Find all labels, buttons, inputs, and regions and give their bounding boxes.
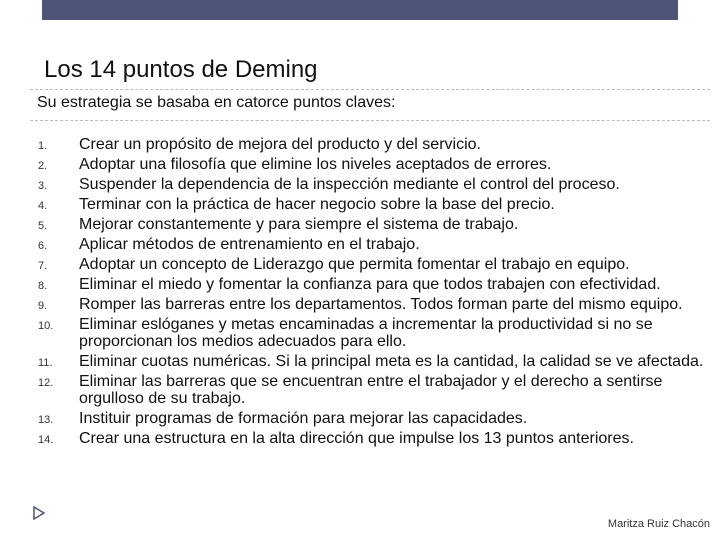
item-text: Instituir programas de formación para mejorar las capacidades. (79, 410, 528, 427)
list-item (0, 236, 720, 253)
item-number: 2. (38, 160, 48, 172)
item-text: Eliminar las barreras que se encuentran entre el trabajador y el derecho a sentirse orgulloso de su trabajo. (79, 373, 663, 407)
item-text: Adoptar un concepto de Liderazgo que permita fomentar el trabajo en equipo. (79, 256, 630, 273)
list-item (0, 216, 720, 233)
top-banner-bar (42, 0, 678, 20)
item-text: Crear un propósito de mejora del producto y del servicio. (79, 136, 481, 153)
list-item (0, 156, 720, 173)
list-item (0, 256, 720, 273)
item-number: 14. (38, 434, 54, 446)
item-number: 3. (38, 180, 48, 192)
item-number: 7. (38, 260, 48, 272)
item-number: 9. (38, 300, 48, 312)
item-number: 13. (38, 414, 54, 426)
list-item (0, 196, 720, 213)
subtitle-divider (30, 120, 710, 121)
author-watermark: Maritza Ruiz Chacón (607, 518, 710, 530)
item-number: 4. (38, 200, 48, 212)
deming-points-list (0, 136, 720, 450)
item-number: 5. (38, 220, 48, 232)
item-text: Eliminar el miedo y fomentar la confianza para que todos trabajen con efectividad. (79, 276, 661, 293)
item-number: 1. (38, 140, 48, 152)
item-number: 10. (38, 320, 54, 332)
list-item (0, 296, 720, 313)
item-text: Aplicar métodos de entrenamiento en el trabajo. (79, 236, 420, 253)
list-item (0, 353, 720, 370)
list-item (0, 136, 720, 153)
item-number: 6. (38, 240, 48, 252)
item-text: Romper las barreras entre los departamentos. Todos forman parte del mismo equipo. (79, 296, 683, 313)
next-arrow-icon[interactable] (33, 506, 45, 520)
item-number: 8. (38, 280, 48, 292)
list-item (0, 176, 720, 193)
list-item (0, 430, 720, 447)
item-text: Eliminar cuotas numéricas. Si la principal meta es la cantidad, la calidad se ve afectada. (79, 353, 704, 370)
item-text: Adoptar una filosofía que elimine los niveles aceptados de errores. (79, 156, 552, 173)
list-item (0, 373, 720, 407)
slide-subtitle: Su estrategia se basaba en catorce puntos claves: (37, 94, 396, 111)
item-number: 12. (38, 377, 54, 389)
item-number: 11. (38, 357, 53, 369)
list-item (0, 316, 720, 350)
item-text: Terminar con la práctica de hacer negocio sobre la base del precio. (79, 196, 555, 213)
list-item (0, 276, 720, 293)
item-text: Suspender la dependencia de la inspección mediante el control del proceso. (79, 176, 620, 193)
item-text: Mejorar constantemente y para siempre el sistema de trabajo. (79, 216, 519, 233)
title-divider (30, 89, 710, 90)
item-text: Crear una estructura en la alta dirección que impulse los 13 puntos anteriores. (79, 430, 634, 447)
list-item (0, 410, 720, 427)
slide-title: Los 14 puntos de Deming (44, 56, 318, 83)
item-text: Eliminar eslóganes y metas encaminadas a incrementar la productividad si no se proporcionan los medios adecuados para ello. (79, 316, 653, 350)
